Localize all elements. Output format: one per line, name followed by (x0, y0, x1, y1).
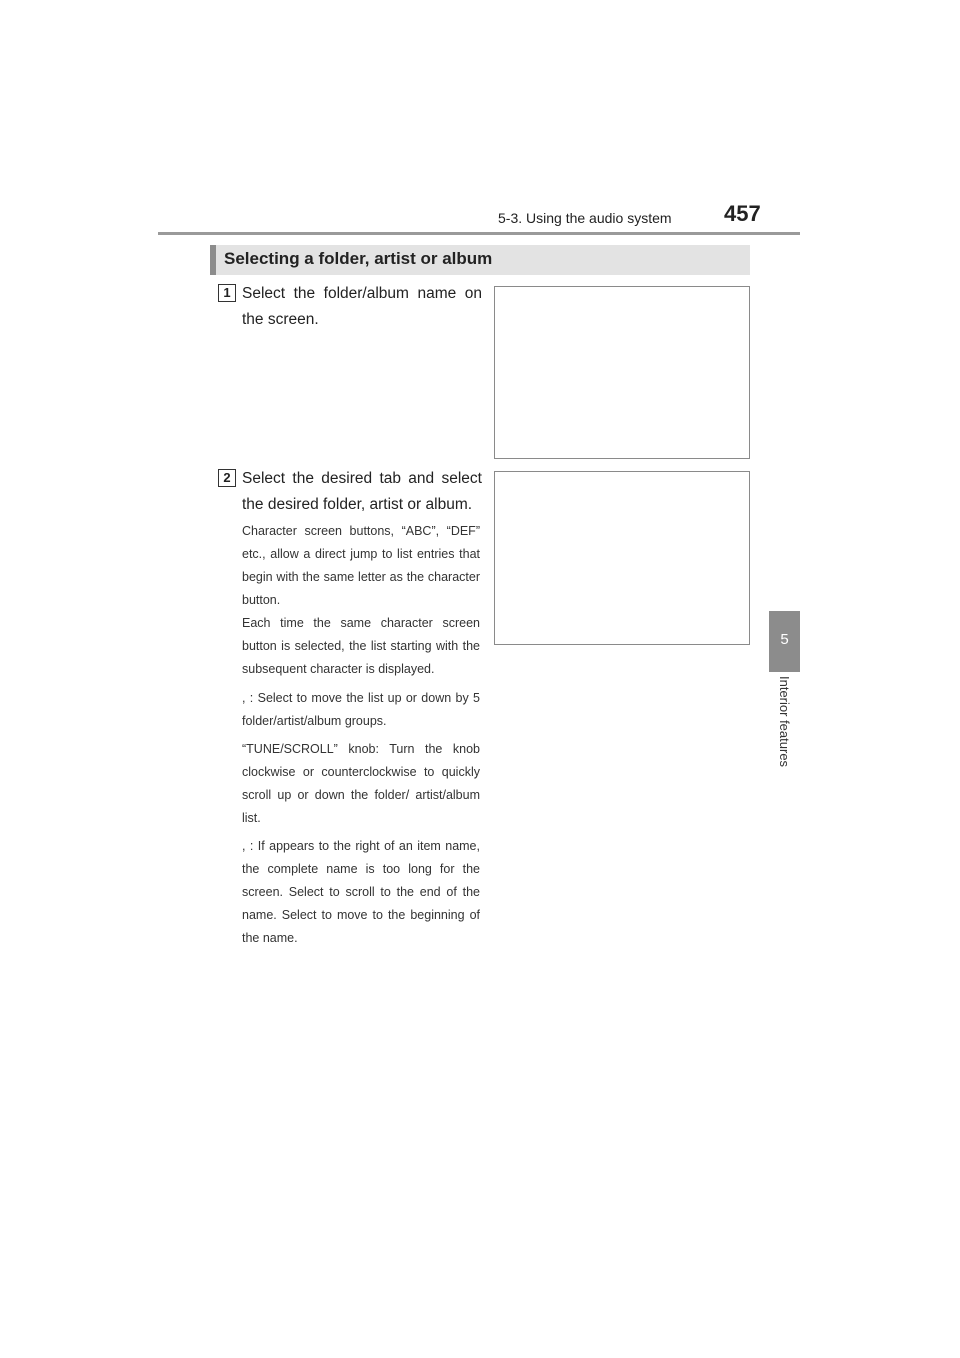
step-1-figure (494, 286, 750, 459)
chapter-tab (769, 611, 800, 672)
step-2-marker: 2 (218, 469, 236, 487)
section-heading-text: Selecting a folder, artist or album (224, 249, 493, 268)
note-tune-scroll-knob: “TUNE/SCROLL” knob: Turn the knob clockwise or counterclockwise to quickly scroll up or down the folder/ artist/album list. (242, 742, 480, 825)
note-character-buttons: Character screen buttons, “ABC”, “DEF” etc., allow a direct jump to list entries that begin with the same letter as the character button. (242, 524, 480, 607)
step-2-figure (494, 471, 750, 645)
chapter-title: Interior features (777, 676, 792, 768)
step-1-text: Select the folder/album name on the screen. (242, 285, 482, 328)
header-rule (158, 232, 800, 235)
section-heading (210, 245, 750, 275)
step-2-text: Select the desired tab and select the desired folder, artist or album. (242, 470, 482, 513)
page-number: 457 (724, 201, 761, 226)
running-header-section: 5-3. Using the audio system (498, 210, 672, 226)
step-1-marker: 1 (218, 284, 236, 302)
note-page-up-down: , : Select to move the list up or down by 5 folder/artist/album groups. (242, 691, 480, 728)
note-long-name-scroll: , : If appears to the right of an item name, the complete name is too long for the screen. Select to scroll to the end of the name. Select to move to the beginning of the name. (242, 839, 480, 945)
note-repeat-character: Each time the same character screen button is selected, the list starting with the subsequent character is displayed. (242, 616, 480, 676)
chapter-number: 5 (780, 631, 789, 648)
